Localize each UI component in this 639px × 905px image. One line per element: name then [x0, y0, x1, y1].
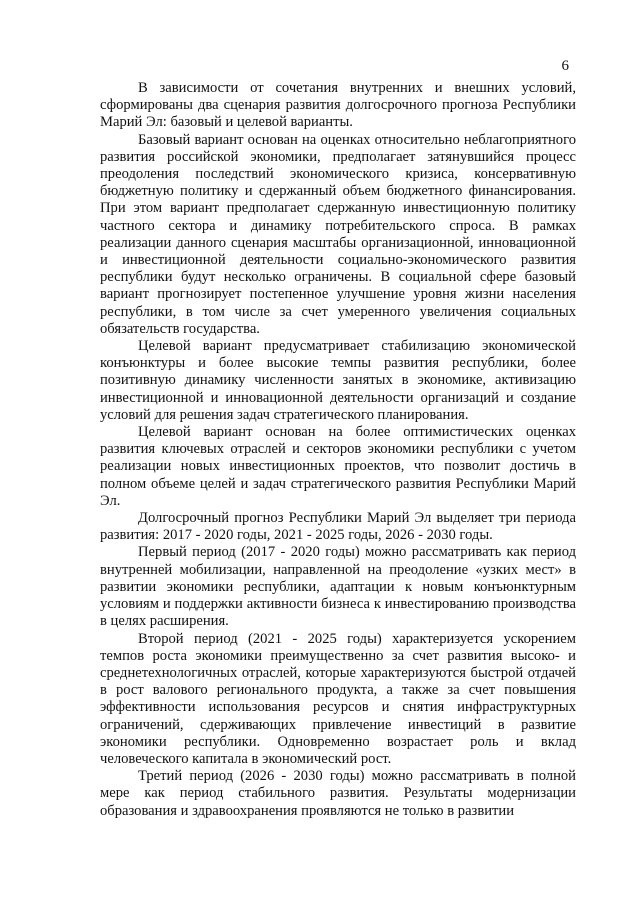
paragraph: Первый период (2017 - 2020 годы) можно рассматривать как период внутренней мобилизации, направленной на преодоление «узких мест» в развитии экономики республики, адаптации к новым конъюнктурным условиям и поддержки активности бизнеса к инвестированию производства в целях расширения.: [100, 544, 576, 630]
paragraph: Целевой вариант основан на более оптимистических оценках развития ключевых отраслей и секторов экономики республики с учетом реализации новых инвестиционных проектов, что позволит достичь в полном объеме целей и задач стратегического развития Республики Марий Эл.: [100, 424, 576, 509]
paragraph: Третий период (2026 - 2030 годы) можно рассматривать в полной мере как период стабильного развития. Результаты модернизации образования и здравоохранения проявляются не только в развитии: [100, 768, 576, 819]
paragraph: В зависимости от сочетания внутренних и внешних условий, сформированы два сценария развития долгосрочного прогноза Республики Марий Эл: базовый и целевой варианты.: [100, 80, 576, 131]
document-body: [100, 80, 576, 820]
paragraph: Долгосрочный прогноз Республики Марий Эл выделяет три периода развития: 2017 - 2020 годы, 2021 - 2025 годы, 2026 - 2030 годы.: [100, 510, 576, 544]
page-number: 6: [561, 58, 569, 74]
paragraph: Целевой вариант предусматривает стабилизацию экономической конъюнктуры и более высокие темпы развития республики, более позитивную динамику численности занятых в экономике, активизацию инвестиционной и инновационной деятельности организаций и создание условий для решения задач стратегического планирования.: [100, 338, 576, 423]
paragraph: Второй период (2021 - 2025 годы) характеризуется ускорением темпов роста экономики преимущественно за счет развития высоко- и среднетехнологичных отраслей, которые характеризуются быстрой отдачей в рост валового регионального продукта, а также за счет повышения эффективности использования ресурсов и снятия инфраструктурных ограничений, сдерживающих привлечение инвестиций в развитие экономики республики. Одновременно возрастает роль и вклад человеческого капитала в экономический рост.: [100, 630, 576, 767]
paragraph: Базовый вариант основан на оценках относительно неблагоприятного развития российской экономики, предполагает затянувшийся процесс преодоления последствий экономического кризиса, консервативную бюджетную политику и сдержанный объем бюджетного финансирования. При этом вариант предполагает сдержанную инвестиционную политику частного сектора и динамику потребительского спроса. В рамках реализации данного сценария масштабы организационной, инновационной и инвестиционной деятельности социально-экономического развития республики будут несколько ограничены. В социальной сфере базовый вариант прогнозирует постепенное улучшение уровня жизни населения республики, в том числе за счет умеренного увеличения социальных обязательств государства.: [100, 131, 576, 337]
